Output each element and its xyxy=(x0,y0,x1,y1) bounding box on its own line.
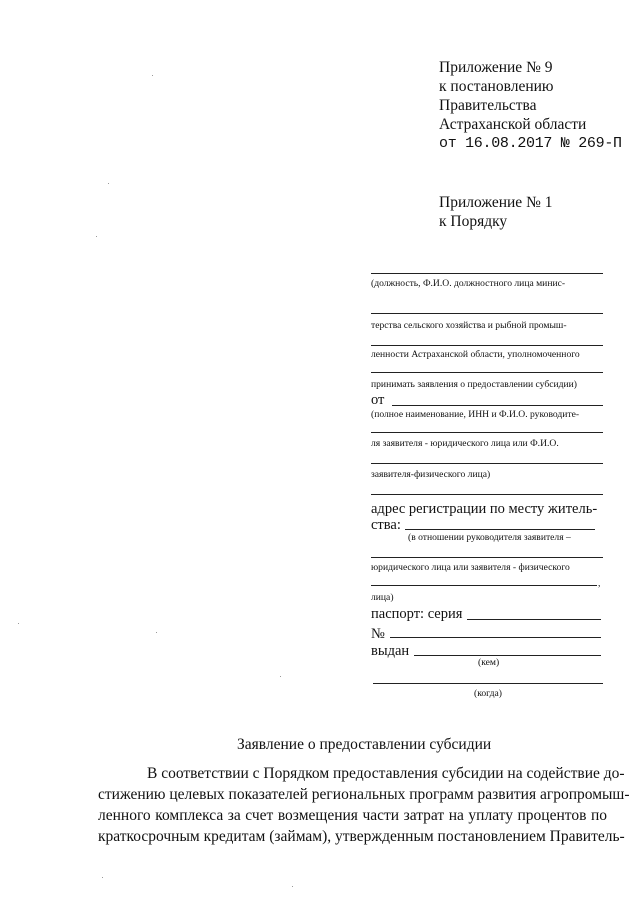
paragraph-line-2: стижению целевых показателей региональных программ развития агропромыш- xyxy=(98,786,630,803)
applicant-note-individual: заявителя-физического лица) xyxy=(371,469,491,480)
scan-speck xyxy=(292,886,293,887)
appendix9-line4: Астраханской области xyxy=(439,116,587,133)
address-note-head: (в отношении руководителя заявителя – xyxy=(408,532,571,543)
blank-line xyxy=(371,313,603,314)
address-note-individual: юридического лица или заявителя - физического xyxy=(371,562,570,573)
scan-speck xyxy=(280,676,281,677)
paragraph-line-3: ленного комплекса за счет возмещения части затрат на уплату процентов по xyxy=(98,807,607,824)
passport-series-line xyxy=(467,619,601,620)
address-label-line1: адрес регистрации по месту житель- xyxy=(371,501,598,517)
applicant-note-name: (полное наименование, ИНН и Ф.И.О. руководите- xyxy=(371,409,580,420)
address-note-end: лица) xyxy=(371,592,394,603)
scan-speck xyxy=(156,632,157,633)
appendix9-line2: к постановлению xyxy=(439,78,554,95)
addressee-note-ministry: терства сельского хозяйства и рыбной промыш- xyxy=(371,320,567,331)
address-label-line2: ства: xyxy=(371,517,401,533)
appendix1-line1: Приложение № 1 xyxy=(439,194,553,211)
applicant-note-legal: ля заявителя - юридического лица или Ф.И.О. xyxy=(371,438,559,449)
appendix9-date-stamp: от 16.08.2017 № 269-П xyxy=(439,135,622,152)
blank-line xyxy=(371,557,603,558)
blank-line xyxy=(371,372,603,373)
scan-speck xyxy=(152,75,153,76)
appendix9-line3: Правительства xyxy=(439,97,537,114)
scan-speck xyxy=(18,623,19,624)
blank-line xyxy=(371,494,603,495)
addressee-note-position: (должность, Ф.И.О. должностного лица минис- xyxy=(371,278,566,289)
addressee-note-region: ленности Астраханской области, уполномоченного xyxy=(371,349,580,360)
paragraph-line-4: краткосрочным кредитам (займам), утвержденным постановлением Правитель- xyxy=(98,828,625,845)
issued-date-note: (когда) xyxy=(474,688,502,699)
blank-line xyxy=(371,432,603,433)
issued-by-label: выдан xyxy=(371,643,410,659)
address-blank-line xyxy=(405,529,595,530)
scan-speck xyxy=(96,236,97,237)
appendix1-line2: к Порядку xyxy=(439,213,508,230)
addressee-note-authorized: принимать заявления о предоставлении субсидии) xyxy=(371,379,577,390)
blank-line xyxy=(371,463,603,464)
from-blank-line xyxy=(392,405,603,406)
issued-date-line xyxy=(373,683,603,684)
scan-speck xyxy=(102,877,103,878)
passport-number-label: № xyxy=(371,626,385,642)
document-title: Заявление о предоставлении субсидии xyxy=(237,736,492,753)
issued-by-line xyxy=(414,655,601,656)
appendix9-line1: Приложение № 9 xyxy=(439,59,553,76)
from-label: от xyxy=(371,392,385,408)
passport-number-line xyxy=(390,637,601,638)
blank-line xyxy=(371,345,603,346)
paragraph-line-1: В соответствии с Порядком предоставления субсидии на содействие до- xyxy=(147,765,625,782)
blank-line xyxy=(371,585,597,586)
issued-by-note: (кем) xyxy=(478,657,500,668)
blank-line xyxy=(371,273,603,274)
passport-series-label: паспорт: серия xyxy=(371,606,463,622)
scan-speck xyxy=(108,183,109,184)
